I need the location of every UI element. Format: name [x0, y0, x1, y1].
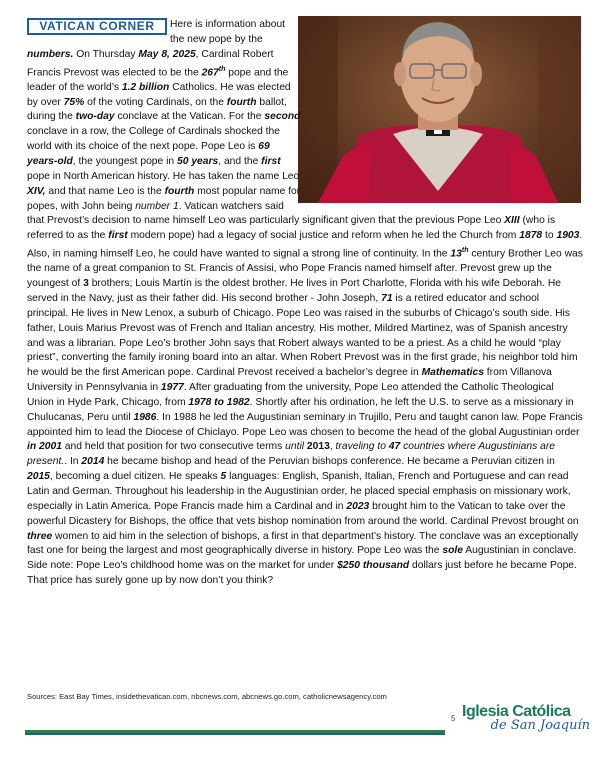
text-run: languages: English, Spanish, Italian, French and Portuguese and can read Latin and German. Throughout his leadership in the Augustinian order, he placed special emphasis on missionary work, especially in Latin America. Pope Francis made him a Cardinal and in [27, 471, 571, 512]
text-run: he became bishop and head of the Peruvian bishops conference. He became a Peruvian citizen in [104, 456, 555, 468]
text-run: conclave in a row, the College of Cardinals shocked the world with its choice of the next pope. Pope Leo is [27, 126, 280, 153]
text-run: 47 [385, 441, 401, 453]
text-run: May 8, 2025 [138, 48, 196, 60]
text-run: th [461, 247, 469, 255]
text-run: 1.2 billion [121, 81, 170, 93]
text-run: 1978 to 1982 [188, 396, 250, 408]
text-run: , the youngest pope in [72, 156, 177, 168]
text-run: 267 [201, 66, 219, 78]
text-run: is a retired educator and school principal. He lives in New Lenox, a suburb of Chicago. Pope Leo was raised in the suburbs of Chicago’s south side. His father, Louis Marius Prevost was of French and Italian ancestry. His mother, Mildred Martinez, was of Spanish ancestry and was a librarian. Pope Leo’s brother John says that Robert always wanted to be a priest. As a child he would “play priest”, converting the family ironing board into an altar. When Robert Prevost was in the first grade, his neighbor told him he would be the first American pope. Cardinal Prevost received a bachelor’s degree in [27, 293, 578, 379]
text-run: 2014 [81, 456, 105, 468]
text-run: conclave at the Vatican. For the [114, 111, 265, 123]
text-run: . After graduating from the university, Pope Leo attended the Catholic Theological Union in Hyde Park, Chicago, from [27, 382, 554, 408]
text-run: numbers. [27, 48, 74, 60]
text-run: Here is information about the new pope by the [170, 19, 286, 45]
text-run: 71 [381, 293, 393, 305]
text-run: Mathematics [421, 367, 484, 379]
text-run: until [285, 441, 305, 453]
text-run: three [27, 530, 53, 542]
text-run: 1977 [160, 382, 184, 394]
parish-logo-title: Iglesia Católica [462, 703, 571, 720]
article-body [27, 18, 583, 589]
text-run: 2013 [304, 441, 330, 453]
sources-footnote: Sources: East Bay Times, insidethevatican.com, nbcnews.com, abcnews.go.com, catholicnewsagency.com [27, 692, 387, 701]
text-run: pope in North American history. He has taken the name Leo [27, 170, 300, 182]
text-run: brought him to the Vatican to take over the powerful Dicastery for Bishops, the office that vets bishop nomination from around the world. Cardinal Prevost brought on [27, 500, 579, 527]
text-run: , and the [218, 156, 262, 168]
text-run: century Brother Leo was the name of a great companion to St. Francis of Assisi, who Pope Francis named himself after. Prevost grew up the youngest of [27, 248, 583, 290]
text-run: sole [442, 545, 463, 557]
text-run: (who is referred to as the [27, 215, 556, 242]
text-run: 1903 [556, 230, 580, 242]
text-run: $250 thousand [337, 560, 410, 572]
text-run: of the voting Cardinals, on the [84, 96, 227, 108]
text-run: . Vatican watchers said that Prevost’s decision to name himself Leo was particularly significant given that the previous Pope Leo [27, 200, 505, 227]
text-run: 2023 [346, 500, 370, 512]
text-run: 1986 [133, 411, 157, 423]
text-run: two-day [75, 111, 115, 123]
header-space [27, 18, 170, 34]
text-run: 1878 [519, 230, 543, 242]
text-run: 13 [450, 248, 462, 260]
text-run: 75% [63, 96, 85, 108]
text-run: and held that position for two consecutive terms [61, 441, 286, 453]
text-run: Side note: Pope Leo’s childhood home was on the market for under [27, 560, 338, 572]
text-run: XIII [504, 215, 520, 227]
text-run: , Cardinal Robert Francis Prevost was elected to be the [27, 48, 274, 78]
text-run: th [218, 65, 226, 73]
text-run: women to aid him in the selection of bishops, a first in that department’s history. The conclave was an exceptionally fast one for being the largest and most geographically diverse in history. Pope Leo was the [27, 530, 579, 557]
text-run: most popular name for popes, with John being [27, 185, 301, 212]
text-run: pope and the leader of the world’s [27, 66, 289, 93]
text-run: 3 [83, 278, 89, 290]
text-run: 2015 [27, 471, 50, 483]
footer-rule-blue [25, 733, 445, 735]
parish-logo-subtitle: de San Joaquín [490, 718, 590, 733]
text-run: modern pope) had a legacy of social justice and reform when he led the Church from [127, 230, 520, 242]
text-run: dollars just before he became Pope. That price has surely gone up by now don’t you think? [27, 560, 577, 587]
text-run: , becoming a duel citizen. He speaks [49, 471, 221, 483]
text-run: 50 years [177, 156, 219, 168]
text-run: Augustinian in conclave. [462, 545, 577, 557]
text-run: fourth [226, 96, 257, 108]
text-run: to [542, 230, 557, 242]
text-run: and that name Leo is the [45, 185, 165, 197]
page-number: 5 [451, 714, 456, 723]
text-run: first [108, 230, 128, 242]
text-run: first [261, 156, 281, 168]
text-run: traveling to [335, 441, 386, 453]
text-run: XIV, [27, 185, 46, 197]
text-run: . In [64, 456, 82, 468]
text-run: number 1 [135, 200, 179, 212]
text-run: . Also, in naming himself Leo, he could have wanted to signal a strong line of continuity. In the [27, 230, 583, 260]
text-run: brothers; Louis Martín is the oldest brother. He lives in Port Charlotte, Florida with his wife Deborah. He served in the Navy, just as their father did. His second brother - John Joseph, [27, 278, 561, 305]
text-run: 69 years-old [27, 141, 270, 168]
text-run: fourth [164, 185, 195, 197]
text-run: in 2001 [27, 441, 62, 453]
text-run: ballot, during the [27, 96, 287, 123]
side-note [27, 559, 583, 589]
text-run: 5 [220, 471, 227, 483]
text-run: , [329, 441, 336, 453]
text-run: On Thursday [73, 48, 139, 60]
text-run: . In 1988 he led the Augustinian seminary in Trujillo, Peru and taught canon law. Pope Francis appointed him to lead the Diocese of Chiclayo. Pope Leo was chosen to become the head of the global Augustinian order [27, 411, 583, 438]
text-run: . Shortly after his ordination, he left the U.S. to serve as a missionary in Chulucanas, Peru until [27, 396, 574, 423]
text-run: second [264, 111, 301, 123]
photo-space [301, 18, 583, 203]
text-run: Catholics. He was elected by over [27, 81, 291, 108]
text-run: from Villanova University in Pennsylvania in [27, 367, 552, 394]
vatican-corner-header: VATICAN CORNER [27, 18, 167, 35]
text-run: countries where Augustinians are present. [27, 441, 555, 468]
